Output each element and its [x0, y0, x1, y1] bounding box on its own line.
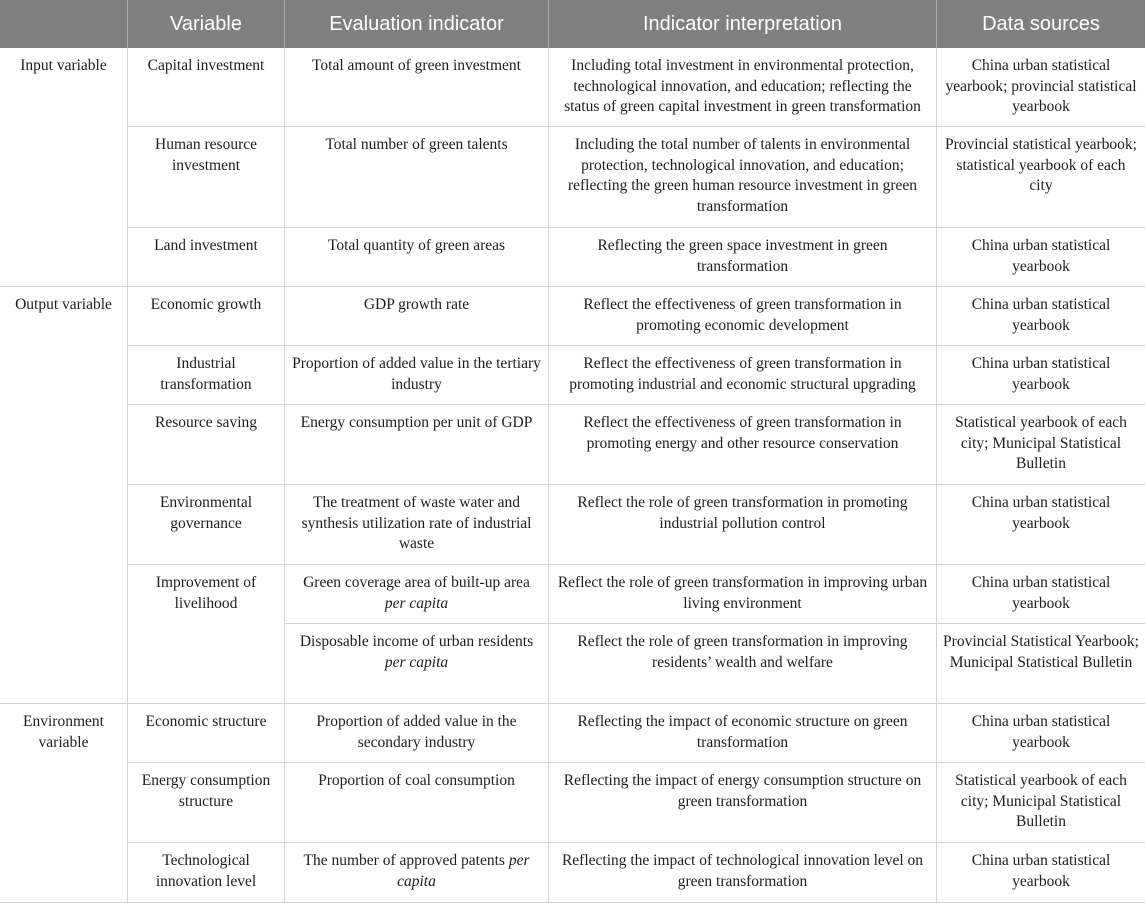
- sources-cell: China urban statistical yearbook: [937, 485, 1145, 565]
- interpretation-cell: Reflect the effectiveness of green transformation in promoting industrial and economic structural upgrading: [549, 346, 937, 405]
- variable-cell: Industrial transformation: [128, 346, 285, 405]
- per-capita-text: per capita: [384, 594, 449, 612]
- group-cell-output: Output variable: [0, 287, 128, 704]
- sources-cell: China urban statistical yearbook: [937, 287, 1145, 346]
- sources-cell: Statistical yearbook of each city; Municipal Statistical Bulletin: [937, 763, 1145, 843]
- variable-cell: Technological innovation level: [128, 843, 285, 903]
- indicator-cell: Total quantity of green areas: [285, 228, 549, 287]
- sources-cell: China urban statistical yearbook: [937, 843, 1145, 903]
- group-cell-environment: Environment variable: [0, 704, 128, 903]
- variable-cell: Economic growth: [128, 287, 285, 346]
- variable-cell: Energy consumption structure: [128, 763, 285, 843]
- indicator-cell: Proportion of coal consumption: [285, 763, 549, 843]
- group-cell-input: Input variable: [0, 48, 128, 287]
- table-header-interpretation: Indicator interpretation: [549, 0, 937, 48]
- variable-cell: Capital investment: [128, 48, 285, 127]
- per-capita-text: per capita: [397, 852, 530, 890]
- interpretation-cell: Reflect the role of green transformation in promoting industrial pollution control: [549, 485, 937, 565]
- indicator-cell: Total number of green talents: [285, 127, 549, 228]
- variable-cell: Land investment: [128, 228, 285, 287]
- table-header-variable: Variable: [128, 0, 285, 48]
- interpretation-cell: Reflect the effectiveness of green transformation in promoting economic development: [549, 287, 937, 346]
- variable-cell: Environmental governance: [128, 485, 285, 565]
- table-header-indicator: Evaluation indicator: [285, 0, 549, 48]
- table-header-sources: Data sources: [937, 0, 1145, 48]
- indicator-cell: Total amount of green investment: [285, 48, 549, 127]
- interpretation-cell: Reflecting the impact of economic structure on green transformation: [549, 704, 937, 763]
- per-capita-text: per capita: [384, 653, 449, 671]
- variable-cell: Economic structure: [128, 704, 285, 763]
- variable-cell: Improvement of livelihood: [128, 565, 285, 704]
- indicator-cell: [285, 565, 549, 624]
- variable-cell: Human resource investment: [128, 127, 285, 228]
- indicator-text: The number of approved patents: [303, 852, 505, 869]
- table-header-blank: [0, 0, 128, 48]
- sources-cell: China urban statistical yearbook: [937, 704, 1145, 763]
- sources-cell: China urban statistical yearbook: [937, 228, 1145, 287]
- sources-cell: Statistical yearbook of each city; Municipal Statistical Bulletin: [937, 405, 1145, 485]
- indicator-cell: Proportion of added value in the secondary industry: [285, 704, 549, 763]
- indicator-cell: [285, 843, 549, 903]
- interpretation-cell: Reflecting the impact of energy consumption structure on green transformation: [549, 763, 937, 843]
- indicator-text: Green coverage area of built-up area: [303, 574, 530, 591]
- variable-cell: Resource saving: [128, 405, 285, 485]
- indicator-cell: The treatment of waste water and synthesis utilization rate of industrial waste: [285, 485, 549, 565]
- sources-cell: China urban statistical yearbook: [937, 346, 1145, 405]
- interpretation-cell: Reflect the role of green transformation in improving urban living environment: [549, 565, 937, 624]
- interpretation-cell: Including total investment in environmental protection, technological innovation, and education; reflecting the status of green capital investment in green transformation: [549, 48, 937, 127]
- indicator-cell: Proportion of added value in the tertiary industry: [285, 346, 549, 405]
- interpretation-cell: Reflecting the green space investment in green transformation: [549, 228, 937, 287]
- interpretation-cell: Reflecting the impact of technological innovation level on green transformation: [549, 843, 937, 903]
- indicator-cell: GDP growth rate: [285, 287, 549, 346]
- sources-cell: Provincial Statistical Yearbook; Municipal Statistical Bulletin: [937, 624, 1145, 704]
- indicator-cell: [285, 624, 549, 704]
- sources-cell: Provincial statistical yearbook; statistical yearbook of each city: [937, 127, 1145, 228]
- indicator-cell: Energy consumption per unit of GDP: [285, 405, 549, 485]
- indicator-text: Disposable income of urban residents: [299, 633, 534, 650]
- sources-cell: China urban statistical yearbook: [937, 565, 1145, 624]
- interpretation-cell: Reflect the role of green transformation in improving residents’ wealth and welfare: [549, 624, 937, 704]
- sources-cell: China urban statistical yearbook; provincial statistical yearbook: [937, 48, 1145, 127]
- interpretation-cell: Reflect the effectiveness of green transformation in promoting energy and other resource conservation: [549, 405, 937, 485]
- interpretation-cell: Including the total number of talents in environmental protection, technological innovation, and education; reflecting the green human resource investment in green transformation: [549, 127, 937, 228]
